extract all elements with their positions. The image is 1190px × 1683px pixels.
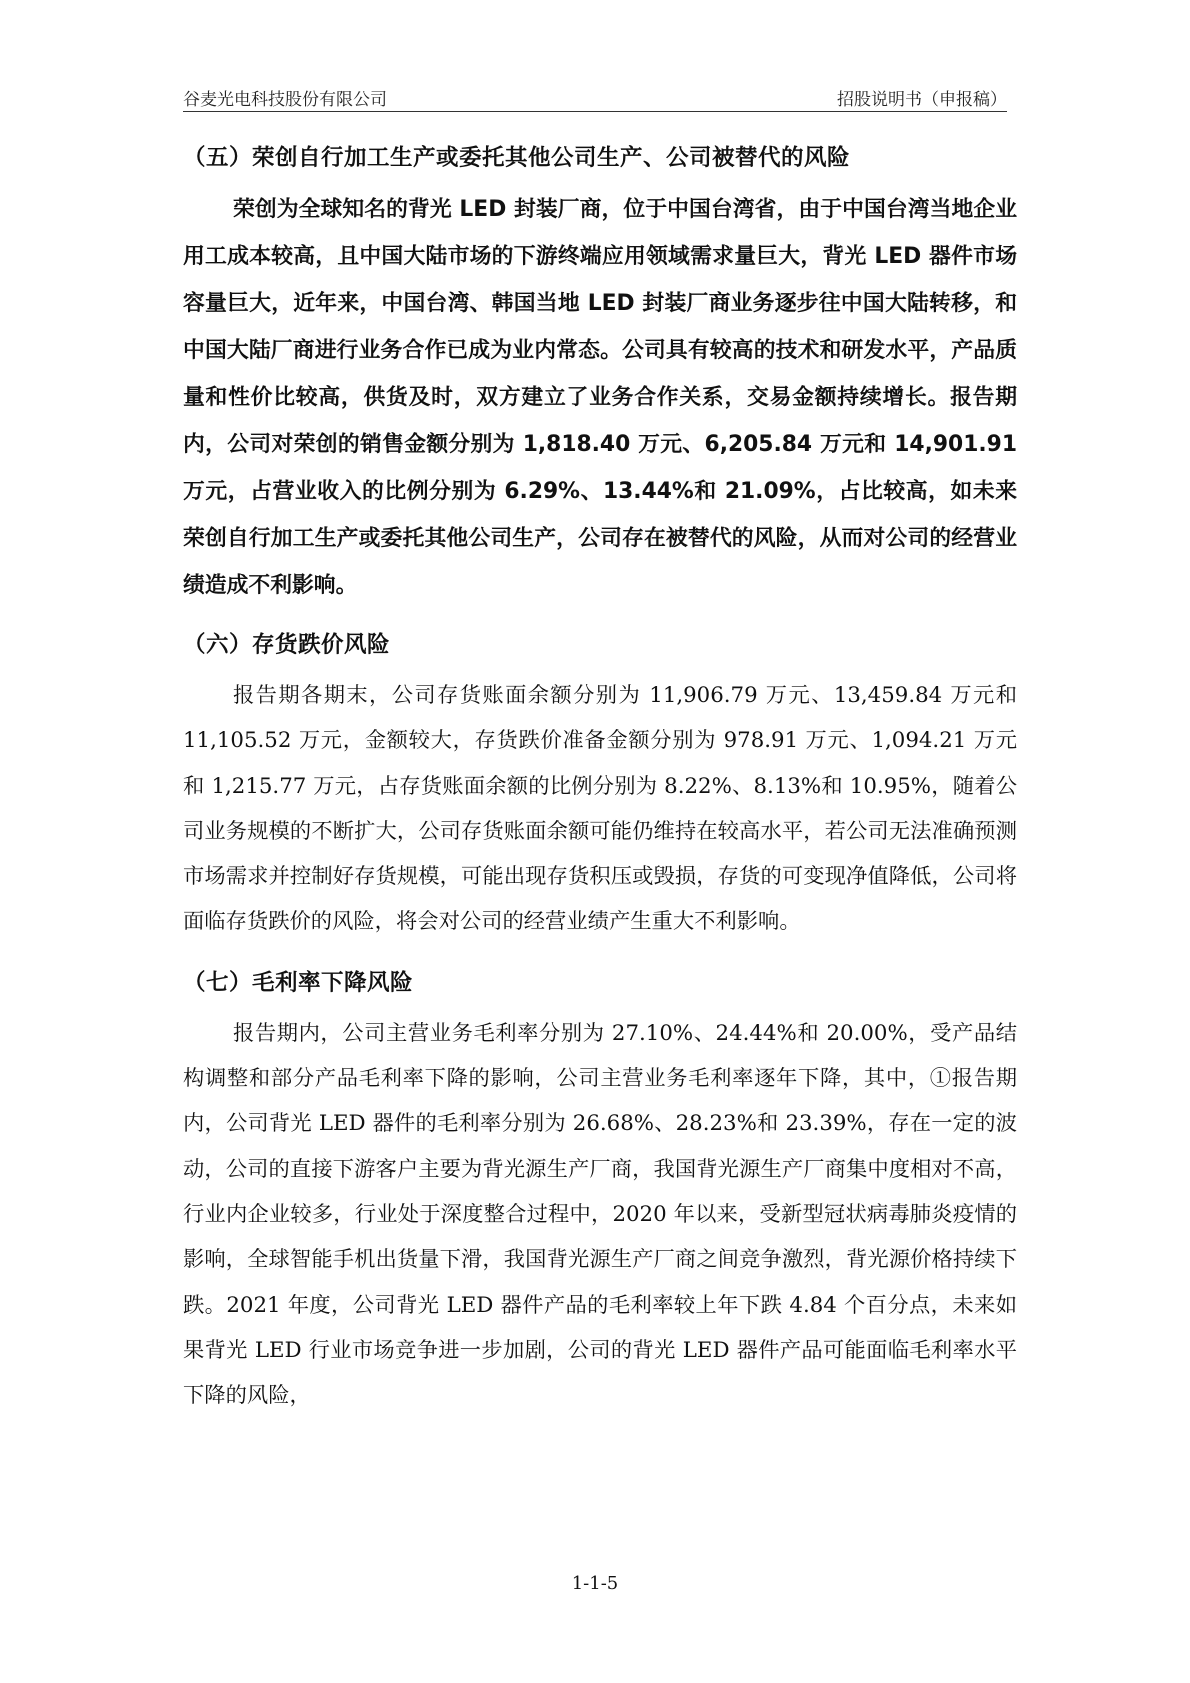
section-paragraph-7: 报告期内，公司主营业务毛利率分别为 27.10%、24.44%和 20.00%，受产品结构调整和部分产品毛利率下降的影响，公司主营业务毛利率逐年下降，其中，①报告期内，公司背光 LED 器件的毛利率分别为 26.68%、28.23%和 23.39%，存在一定的波动，公司的直接下游客户主要为背光源生产厂商，我国背光源生产厂商集中度相对不高，行业内企业较多，行业处于深度整合过程中，2020 年以来，受新型冠状病毒肺炎疫情的影响，全球智能手机出货量下滑，我国背光源生产厂商之间竞争激烈，背光源价格持续下跌。2021 年度，公司背光 LED 器件产品的毛利率较上年下跌 4.84 个百分点，未来如果背光 LED 行业市场竞争进一步加剧，公司的背光 LED 器件产品可能面临毛利率水平下降的风险， [183,1020,1017,1409]
section-heading-5: （五）荣创自行加工生产或委托其他公司生产、公司被替代的风险 [183,145,851,171]
page-header [183,82,1007,110]
header-company-name: 谷麦光电科技股份有限公司 [183,90,387,110]
section-paragraph-5: 荣创为全球知名的背光 LED 封装厂商，位于中国台湾省，由于中国台湾当地企业用工成本较高，且中国大陆市场的下游终端应用领域需求量巨大，背光 LED 器件市场容量巨大，近年来，中国台湾、韩国当地 LED 封装厂商业务逐步往中国大陆转移，和中国大陆厂商进行业务合作已成为业内常态。公司具有较高的技术和研发水平，产品质量和性价比较高，供货及时，双方建立了业务合作关系，交易金额持续增长。报告期内，公司对荣创的销售金额分别为 1,818.40 万元、6,205.84 万元和 14,901.91 万元，占营业收入的比例分别为 6.29%、13.44%和 21.09%，占比较高，如未来荣创自行加工生产或委托其他公司生产，公司存在被替代的风险，从而对公司的经营业绩造成不利影响。 [183,197,1017,598]
header-divider [183,111,1007,112]
section-heading-6: （六）存货跌价风险 [183,632,391,658]
section-paragraph-6: 报告期各期末，公司存货账面余额分别为 11,906.79 万元、13,459.84 万元和 11,105.52 万元，金额较大，存货跌价准备金额分别为 978.91 万元、1,094.21 万元和 1,215.77 万元，占存货账面余额的比例分别为 8.22%、8.13%和 10.95%，随着公司业务规模的不断扩大，公司存货账面余额可能仍维持在较高水平，若公司无法准确预测市场需求并控制好存货规模，可能出现存货积压或毁损，存货的可变现净值降低，公司将面临存货跌价的风险，将会对公司的经营业绩产生重大不利影响。 [183,683,1017,935]
section-heading-7: （七）毛利率下降风险 [183,969,414,996]
header-document-type: 招股说明书（申报稿） [837,90,1007,110]
page-number: 1-1-5 [571,1573,619,1594]
page-body [183,140,1017,1418]
